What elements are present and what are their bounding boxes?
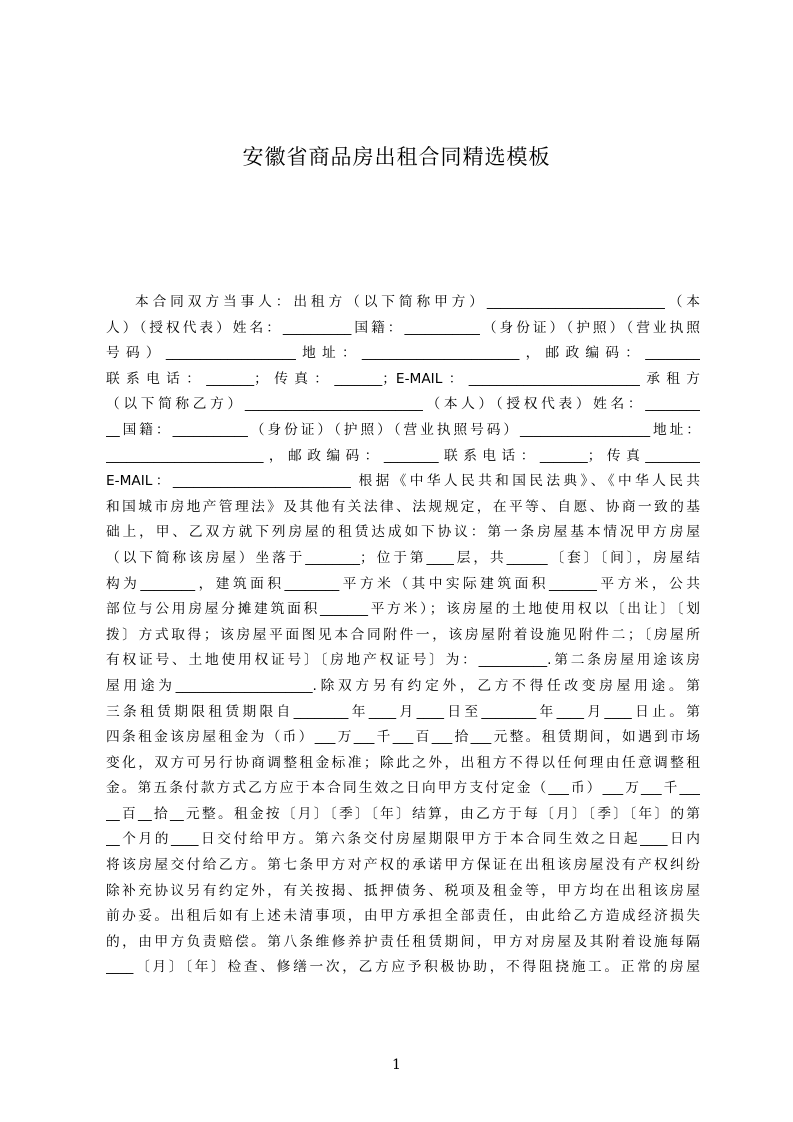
text-line: E-MAIL：__________________________ 根据《中华人民共和国民法典》、《中华人民共 [106,473,700,490]
page-number: 1 [392,1057,401,1073]
text-line: （以下简称该房屋）坐落于________；位于第____层，共______〔套〕〔间〕，房屋结 [106,549,700,566]
text-line: （以下简称乙方）__________________________（本人）（授权代表）姓名：________ [106,396,700,413]
text-line: 拨〕方式取得；该房屋平面图见本合同附件一，该房屋附着设施见附件二；〔房屋所 [106,626,700,643]
text-line: 础上，甲、乙双方就下列房屋的租赁达成如下协议：第一条房屋基本情况甲方房屋 [106,524,700,541]
text-line: 有权证号、土地使用权证号〕〔房地产权证号〕为：__________.第二条房屋用途该房 [106,652,700,669]
text-line: __百__拾__元整。租金按〔月〕〔季〕〔年〕结算，由乙方于每〔月〕〔季〕〔年〕的第 [106,805,700,822]
text-line: 号码）___________________地址：_______________________，邮政编码：________ [106,345,700,362]
text-line: _______________________，邮政编码：________联系电话：_______；传真________ [106,447,700,464]
text-line: 金。第五条付款方式乙方应于本合同生效之日向甲方支付定金（___币）___万___千___ [106,780,700,797]
text-line: 的，由甲方负责赔偿。第八条维修养护责任租赁期间，甲方对房屋及其附着设施每隔 [106,933,700,950]
text-line: 和国城市房地产管理法》及其他有关法律、法规规定，在平等、自愿、协商一致的基 [106,498,700,515]
text-line: 本合同双方当事人：出租方（以下简称甲方）__________________________（本 [135,294,700,310]
text-line: __个月的____日交付给甲方。第六条交付房屋期限甲方于本合同生效之日起____日内 [106,831,700,848]
text-line: 联系电话：_______；传真：_______；E-MAIL：_________________________承租方 [106,370,700,387]
text-line: 将该房屋交付给乙方。第七条甲方对产权的承诺甲方保证在出租该房屋没有产权纠纷 [106,857,700,874]
text-line: 人）（授权代表）姓名：__________国籍：___________（身份证）（护照）（营业执照 [106,319,700,336]
text-line: ____〔月〕〔年〕检查、修缮一次，乙方应予积极协助，不得阻挠施工。正常的房屋 [106,959,700,976]
text-line: 前办妥。出租后如有上述未清事项，由甲方承担全部责任，由此给乙方造成经济损失 [106,908,700,925]
text-line: 四条租金该房屋租金为（币）___万___千___百___拾___元整。租赁期间，如遇到市场 [106,729,700,746]
text-line: 构为________，建筑面积________平方米（其中实际建筑面积_______平方米，公共 [106,575,700,592]
text-line: __国籍：___________（身份证）（护照）（营业执照号码）___________________地址： [106,421,700,438]
contract-body [106,290,700,981]
text-line: 三条租赁期限租赁期限自________年____月____日至________年____月____日止。第 [106,703,700,720]
text-line: 部位与公用房屋分摊建筑面积_______平方米）；该房屋的土地使用权以〔出让〕〔划 [106,601,700,618]
text-line: 屋用途为____________________.除双方另有约定外，乙方不得任改变房屋用途。第 [106,677,700,694]
document-title: 安徽省商品房出租合同精选模板 [242,145,551,169]
text-line: 除补充协议另有约定外，有关按揭、抵押债务、税项及租金等，甲方均在出租该房屋 [106,882,700,899]
text-line: 变化，双方可另行协商调整租金标准；除此之外，出租方不得以任何理由任意调整租 [106,754,700,771]
